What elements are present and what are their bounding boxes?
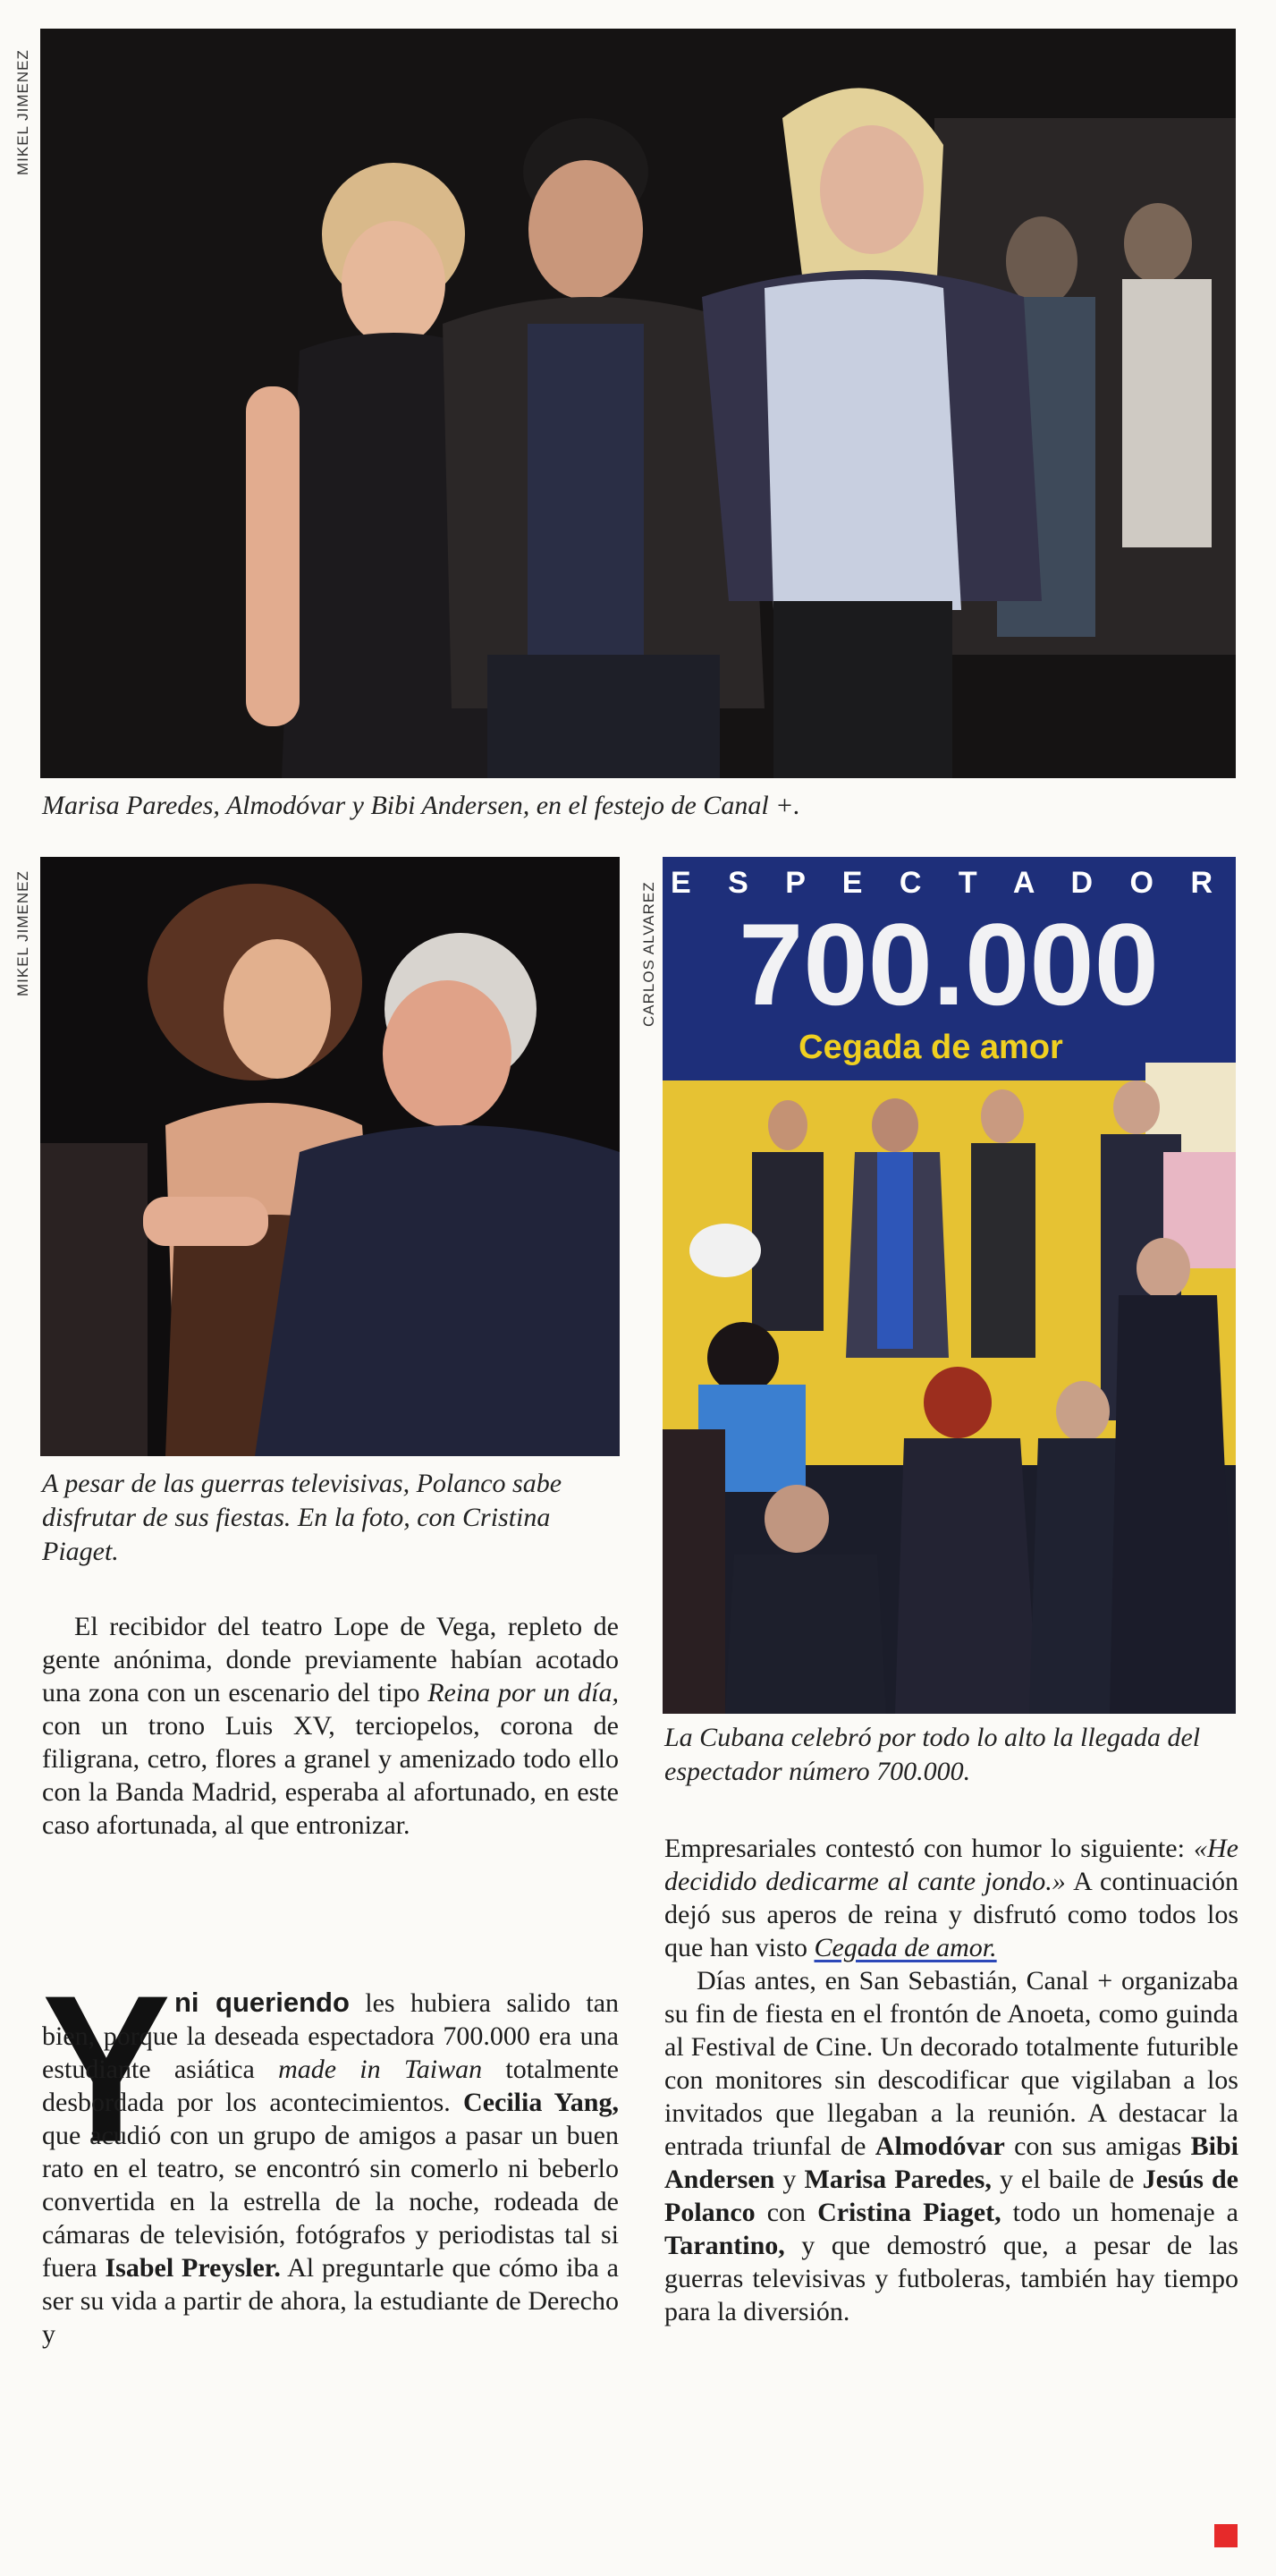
banner-sub-text: Cegada de amor: [799, 1029, 1063, 1066]
para3-b: con sus amigas: [1004, 2131, 1191, 2161]
article-right-column: [664, 1832, 1238, 2328]
end-of-article-mark: [1214, 2524, 1238, 2547]
para3-d: y el baile de: [991, 2165, 1143, 2194]
col2-quote: «He decidido dedicarme al cante jondo.»: [664, 1834, 1238, 1896]
name-almodovar: Almodóvar: [875, 2131, 1005, 2161]
article-paragraph-2: [42, 1986, 619, 2351]
banner-top-text: E S P E C T A D O R: [670, 866, 1228, 900]
photo-credit-middle-right: CARLOS ALVAREZ: [640, 881, 657, 1027]
para1-end: con un trono Luis XV, terciopelos, corona de filigrana, cetro, flores a granel y amenizado todo ello con la Banda Madrid, esperaba al afortunado, en este caso afortunada, al que entronizar.: [42, 1711, 619, 1840]
para2-d: Al preguntarle que cómo iba a ser su vida a partir de ahora, la estudiante de Derecho y: [42, 2253, 619, 2349]
name-isabel-preysler: Isabel Preysler.: [105, 2253, 281, 2283]
para3-a: Días antes, en San Sebastián, Canal + organizaba su fin de fiesta en el frontón de Anoeta, como guinda al Festival de Cine. Un decorado totalmente futurible con monitores sin descodificar que vigilaban a los invitados que llegaban a la reunión. A destacar la entrada triunfal de: [664, 1966, 1238, 2161]
photo-credit-middle-left: MIKEL JIMENEZ: [14, 870, 31, 996]
film-title-cegada-de-amor: Cegada de amor.: [814, 1933, 997, 1962]
name-bibi-andersen: Bibi Andersen: [664, 2131, 1239, 2194]
photo-middle-right: [663, 857, 1236, 1714]
name-cecilia-yang: Cecilia Yang,: [463, 2088, 619, 2117]
kicker: ni queriendo: [174, 1987, 350, 2018]
para3-c: y: [774, 2165, 805, 2194]
article-paragraph-1: [42, 1610, 619, 1842]
name-cristina-piaget: Cristina Piaget,: [817, 2198, 1001, 2227]
para2-italic: made in Taiwan: [278, 2055, 483, 2084]
col2-a: Empresariales contestó con humor lo siguiente:: [664, 1834, 1195, 1863]
para1-text: El recibidor del teatro Lope de Vega, repleto de gente anónima, donde previamente habían acotado una zona con un escenario del tipo: [42, 1612, 619, 1707]
caption-middle-right: La Cubana celebró por todo lo alto la llegada del espectador número 700.000.: [664, 1723, 1201, 1786]
para3-g: y que demostró que, a pesar de las guerras televisivas y futboleras, también hay tiempo para la diversión.: [664, 2231, 1238, 2326]
caption-top: Marisa Paredes, Almodóvar y Bibi Andersen, en el festejo de Canal +.: [42, 791, 800, 820]
name-jesus-de-polanco: Jesús de Polanco: [664, 2165, 1238, 2227]
para2-c: que acudió con un grupo de amigos a pasar un buen rato en el teatro, se encontró sin comerlo ni beberlo convertida en la estrella de la noche, rodeada de cámaras de televisión, fotógrafos y periodistas tal si fuera: [42, 2121, 619, 2283]
para3-e: con: [755, 2198, 818, 2227]
dropcap-letter: Y: [42, 1987, 172, 2187]
para2-b: totalmente desbordada por los acontecimientos.: [42, 2055, 620, 2117]
caption-middle-left: A pesar de las guerras televisivas, Polanco sabe disfrutar de sus fiestas. En la foto, con Cristina Piaget.: [42, 1469, 562, 1566]
para1-italic: Reina por un día,: [427, 1678, 619, 1707]
photo-credit-top: MIKEL JIMENEZ: [14, 49, 31, 175]
photo-middle-left: [40, 857, 620, 1456]
banner-number-text: 700.000: [739, 899, 1159, 1030]
name-tarantino: Tarantino,: [664, 2231, 785, 2260]
col2-b: A continuación dejó sus aperos de reina y disfrutó como todos los que han visto: [664, 1867, 1238, 1962]
para3-f: todo un homenaje a: [1001, 2198, 1238, 2227]
photo-top: [40, 29, 1236, 778]
name-marisa-paredes: Marisa Paredes,: [804, 2165, 992, 2194]
para2-a: les hubiera salido tan bien, porque la deseada espectadora 700.000 era una estudiante asiática: [42, 1988, 620, 2084]
